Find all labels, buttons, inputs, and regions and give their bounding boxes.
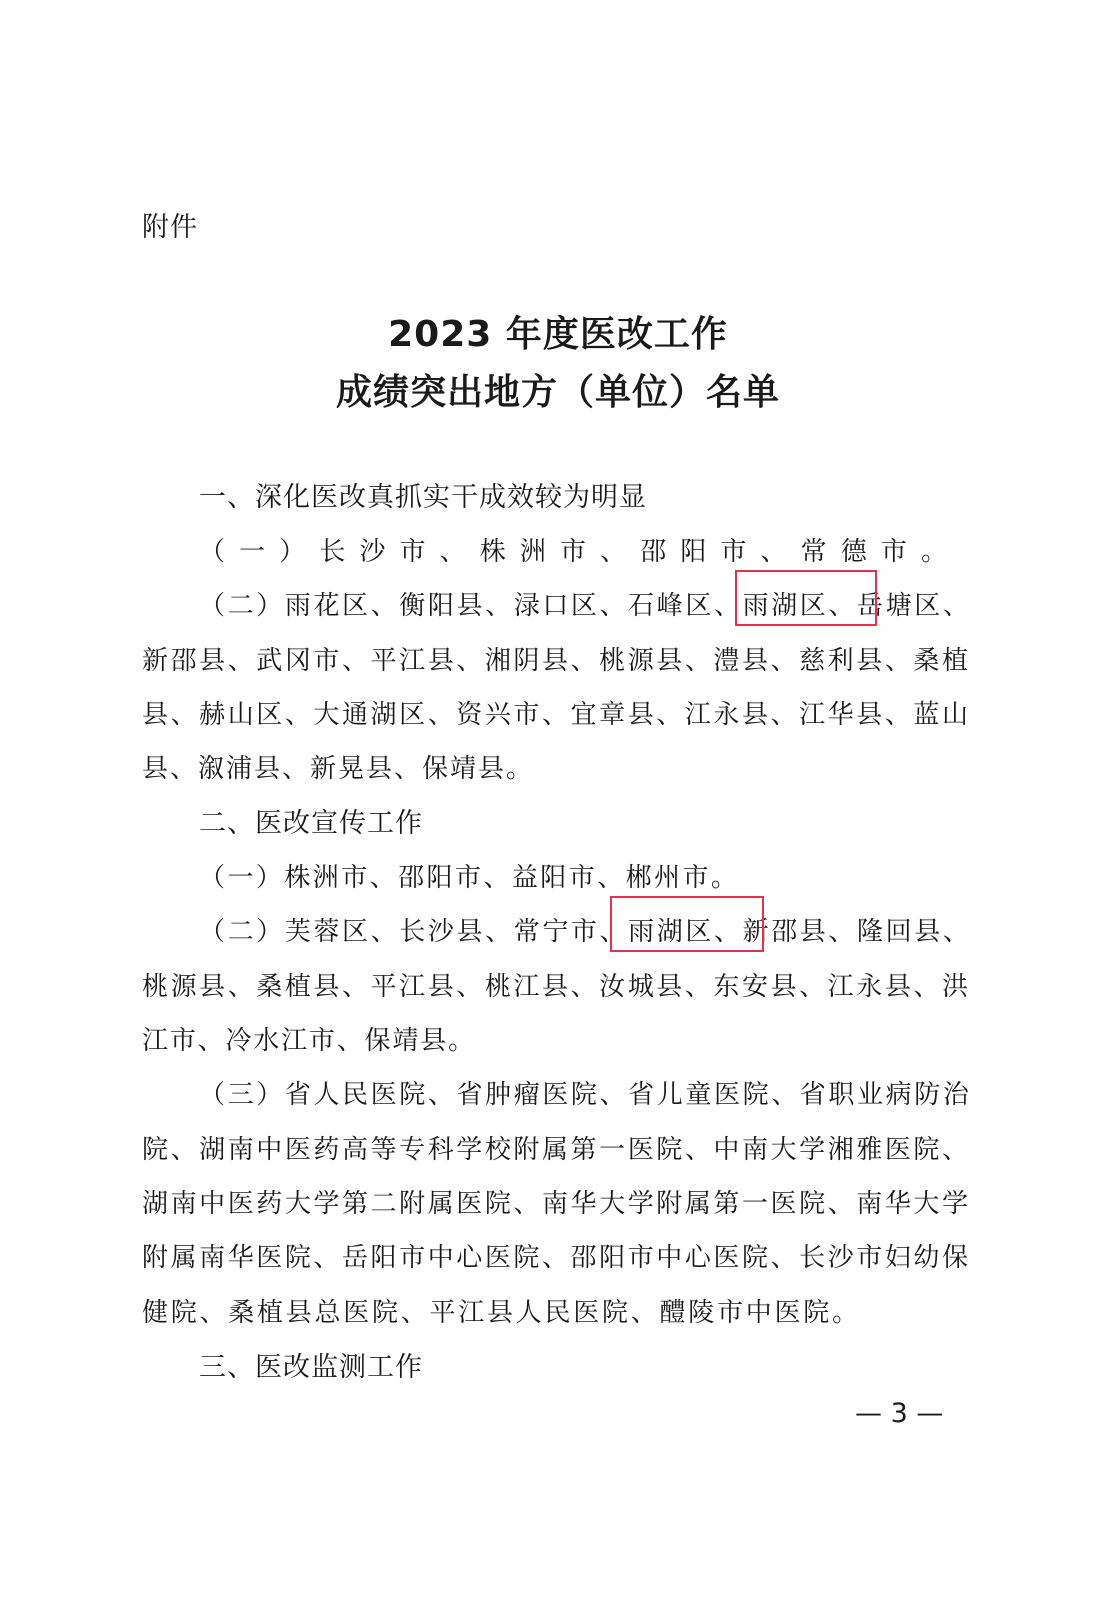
section-1-item-2-line-4 — [142, 748, 534, 785]
section-2-item-3-line-1 — [199, 1074, 971, 1111]
section-2-item-3-line-5 — [142, 1292, 861, 1329]
section-2-item-3-text-2: 院、湖南中医药高等专科学校附属第一医院、中南大学湘雅医院、 — [142, 1135, 971, 1165]
section-1-item-1-line — [199, 531, 961, 568]
section-2-item-3-text-5: 健院、桑植县总医院、平江县人民医院、醴陵市中医院。 — [142, 1298, 861, 1328]
page-number: — 3 — — [855, 1398, 944, 1429]
section-2-item-3-line-2 — [142, 1129, 971, 1166]
section-1-item-2-line-3 — [142, 694, 971, 731]
section-2-item-3-line-3 — [142, 1183, 971, 1220]
section-2-item-2-line-1 — [199, 911, 971, 948]
section-2-item-3-text-1: （三）省人民医院、省肿瘤医院、省儿童医院、省职业病防治 — [199, 1080, 972, 1110]
section-2-item-2-text-3: 江市、冷水江市、保靖县。 — [142, 1026, 476, 1056]
attachment-label: 附件 — [142, 212, 198, 243]
section-2-item-1-text: （一）株洲市、邵阳市、益阳市、郴州市。 — [199, 863, 740, 893]
section-2-item-3-line-4 — [142, 1237, 971, 1274]
section-1-item-2-text-4: 县、溆浦县、新晃县、保靖县。 — [142, 754, 535, 784]
section-2-item-3-text-4: 附属南华医院、岳阳市中心医院、邵阳市中心医院、长沙市妇幼保 — [142, 1243, 971, 1273]
section-1-item-2-line-2 — [142, 640, 971, 677]
section-2-item-2-text-1: （二）芙蓉区、长沙县、常宁市、雨湖区、新邵县、隆回县、 — [199, 917, 972, 947]
document-title-line-1: 2023 年度医改工作 — [388, 314, 728, 355]
document-title-line-2: 成绩突出地方（单位）名单 — [335, 372, 780, 413]
section-1-item-2-text-3: 县、赫山区、大通湖区、资兴市、宜章县、江永县、江华县、蓝山 — [142, 700, 971, 730]
section-1-item-2-text-2: 新邵县、武冈市、平江县、湘阴县、桃源县、澧县、慈利县、桑植 — [142, 646, 971, 676]
section-2-heading: 二、医改宣传工作 — [199, 808, 423, 839]
section-1-item-1-text: （一）长沙市、株洲市、邵阳市、常德市。 — [199, 537, 962, 567]
section-2-item-3-text-3: 湖南中医药大学第二附属医院、南华大学附属第一医院、南华大学 — [142, 1189, 971, 1219]
section-2-item-2-text-2: 桃源县、桑植县、平江县、桃江县、汝城县、东安县、江永县、洪 — [142, 972, 971, 1002]
section-2-item-2-line-3 — [142, 1020, 476, 1057]
section-2-item-1-line — [199, 857, 739, 894]
section-1-item-2-line-1 — [199, 585, 971, 622]
section-2-item-2-line-2 — [142, 966, 971, 1003]
section-3-heading: 三、医改监测工作 — [199, 1352, 423, 1383]
section-1-item-2-text-1: （二）雨花区、衡阳县、渌口区、石峰区、雨湖区、岳塘区、 — [199, 591, 972, 621]
section-1-heading: 一、深化医改真抓实干成效较为明显 — [199, 482, 647, 513]
